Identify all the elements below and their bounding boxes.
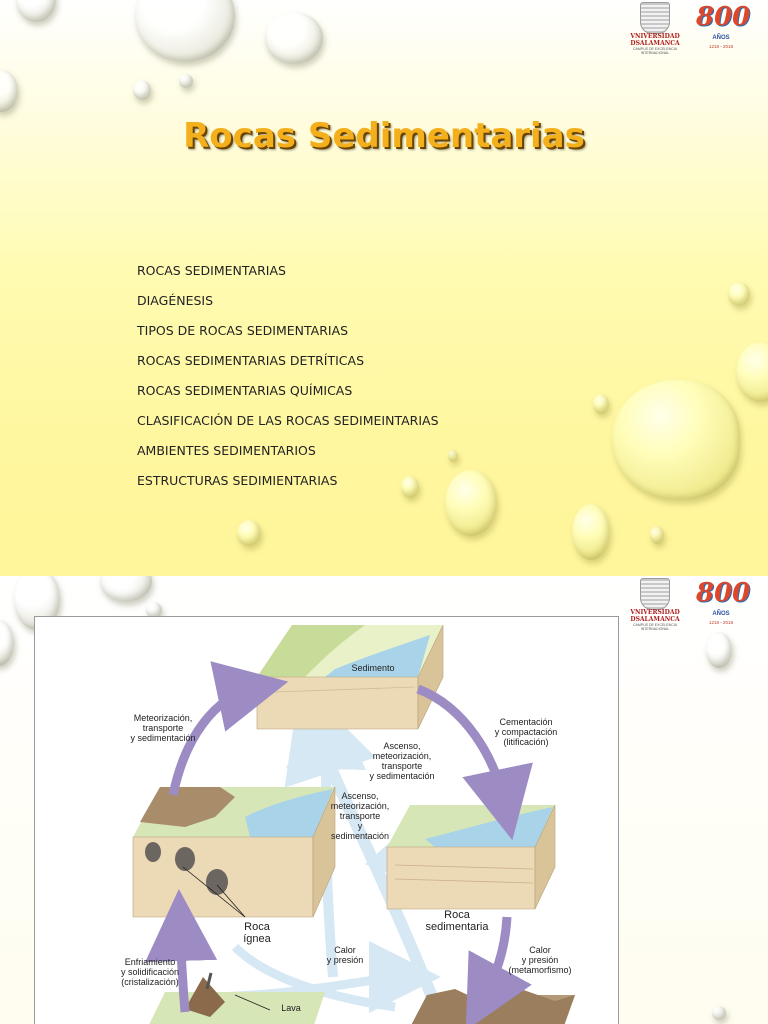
university-shield-icon (640, 2, 670, 34)
anniversary-word: AÑOS (712, 611, 730, 617)
water-drop-decoration (100, 576, 152, 602)
label-sedimentary-rock: Roca sedimentaria (425, 909, 489, 933)
water-drop-decoration (448, 450, 458, 462)
university-tagline: CAMPUS DE EXCELENCIA INTERNACIONAL (633, 623, 677, 631)
label-cementation: Cementación y compactación (litificación) (494, 717, 558, 747)
toc-item: DIAGÉNESIS (137, 293, 214, 308)
toc-item: ROCAS SEDIMENTARIAS DETRÍTICAS (137, 353, 365, 368)
anniversary-number: 800 (696, 2, 751, 32)
university-name: VNIVERSIDAD DSALAMANCA (630, 33, 680, 47)
water-drop-decoration (650, 526, 664, 544)
toc-item: ESTRUCTURAS SEDIMIENTARIAS (137, 473, 338, 488)
igneous-block (133, 787, 335, 917)
toc-item: AMBIENTES SEDIMENTARIOS (137, 443, 316, 458)
label-heat-pressure-mid: Calor y presión (326, 945, 364, 965)
water-drop-decoration (736, 342, 768, 402)
water-drop-decoration (593, 394, 609, 414)
water-drop-decoration (445, 470, 497, 536)
university-logo (626, 2, 756, 60)
label-weathering-left: Meteorización, transporte y sedimentación (130, 713, 196, 743)
label-uplift-a: Ascenso, meteorización, transporte y sedimentación (369, 741, 435, 781)
university-name: VNIVERSIDAD DSALAMANCA (630, 609, 680, 623)
university-tagline: CAMPUS DE EXCELENCIA INTERNACIONAL (633, 47, 677, 55)
anniversary-years: 1218 - 2018 (708, 44, 734, 49)
sediment-block (257, 625, 443, 729)
water-drop-decoration (16, 0, 56, 22)
water-drop-decoration (0, 70, 18, 112)
sedimentary-rock-block (387, 805, 555, 909)
toc-item: ROCAS SEDIMENTARIAS (137, 263, 286, 278)
slide-title: Rocas Sedimentarias (183, 116, 585, 156)
water-drop-decoration (572, 504, 610, 560)
water-drop-decoration (133, 80, 151, 100)
anniversary-word: AÑOS (712, 35, 730, 41)
rock-cycle-diagram (34, 616, 619, 1024)
label-cooling: Enfriamiento y solidificación (cristalización) (120, 957, 180, 987)
toc-item: TIPOS DE ROCAS SEDIMENTARIAS (137, 323, 349, 338)
anniversary-years: 1218 - 2018 (708, 620, 734, 625)
rock-cycle-slide (0, 576, 768, 1024)
label-lava: Lava (281, 1003, 301, 1013)
university-logo (626, 578, 756, 636)
water-drop-decoration (706, 632, 732, 668)
water-drop-decoration (265, 12, 323, 64)
water-drop-decoration (237, 520, 261, 546)
label-igneous-rock: Roca ígnea (243, 921, 271, 945)
water-drop-decoration (179, 74, 193, 88)
table-of-contents (137, 262, 439, 502)
label-uplift-b: Ascenso, meteorización, transporte y sedimentación (330, 791, 390, 841)
university-shield-icon (640, 578, 670, 610)
water-drop-decoration (612, 380, 740, 500)
water-drop-decoration (135, 0, 235, 62)
label-sedimento: Sedimento (351, 663, 395, 673)
toc-item: ROCAS SEDIMENTARIAS QUÍMICAS (137, 383, 353, 398)
water-drop-decoration (712, 1006, 726, 1020)
water-drop-decoration (0, 620, 14, 666)
anniversary-number: 800 (696, 578, 751, 608)
label-heat-pressure-right: Calor y presión (metamorfismo) (508, 945, 572, 975)
water-drop-decoration (728, 282, 750, 306)
toc-item: CLASIFICACIÓN DE LAS ROCAS SEDIMEINTARIAS (137, 413, 439, 428)
